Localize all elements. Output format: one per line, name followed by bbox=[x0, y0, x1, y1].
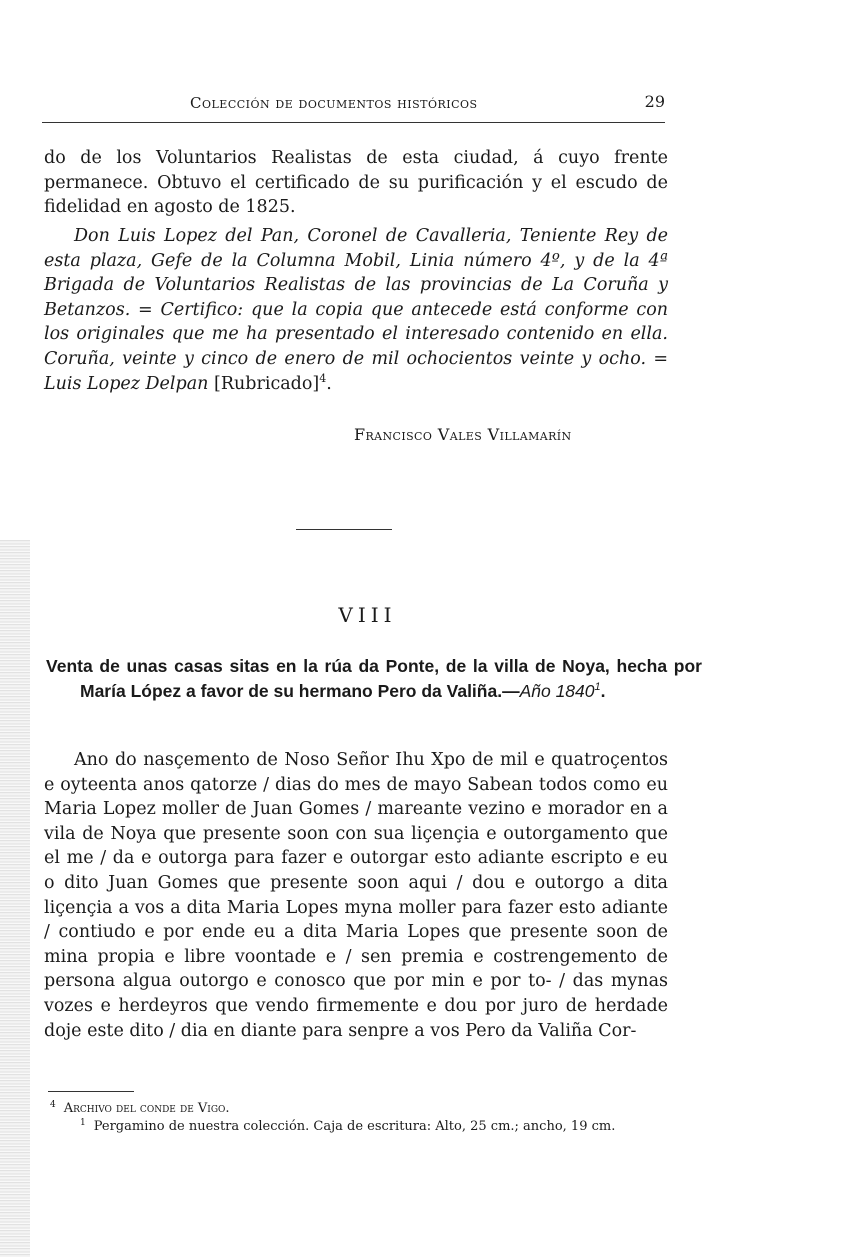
certificate-paragraph bbox=[44, 224, 668, 396]
section-divider bbox=[296, 529, 392, 530]
header-title: Colección de documentos históricos bbox=[190, 94, 478, 112]
author-signature: Francisco Vales Villamarín bbox=[354, 425, 572, 444]
footnote-rule bbox=[48, 1091, 134, 1092]
document-title bbox=[46, 654, 702, 704]
footnote-ref-1: 1 bbox=[594, 681, 601, 694]
certificate-rubric: [Rubricado] bbox=[214, 373, 320, 394]
scan-binding-shadow bbox=[0, 540, 30, 1257]
footnote-1 bbox=[44, 1117, 674, 1136]
footnote-1-mark: 1 bbox=[80, 1117, 86, 1128]
document-title-end: . bbox=[600, 681, 606, 701]
document-year: Año 1840 bbox=[519, 681, 595, 701]
certificate-end: . bbox=[326, 373, 332, 394]
page-number: 29 bbox=[644, 92, 665, 111]
footnote-4-mark: 4 bbox=[50, 1099, 56, 1110]
footnote-4 bbox=[44, 1099, 680, 1118]
footnote-4-text: Archivo del conde de Vigo. bbox=[63, 1101, 230, 1116]
running-header bbox=[42, 92, 665, 123]
opening-paragraph: do de los Voluntarios Realistas de esta ciudad, á cuyo frente permanece. Obtuvo el certificado de su purificación y el escudo de fidelidad en agosto de 1825. bbox=[44, 148, 668, 218]
transcription-paragraph: Ano do nasçemento de Noso Señor Ihu Xpo de mil e quatroçentos e oyteenta anos qatorze / dias do mes de mayo Sabean todos como eu Maria Lopez moller de Juan Gomes / mareante vezino e morador en a vila de Noya que presente soon con sua liçençia e outorgamento que el me / da e outorga para fazer e outorgar esto adiante escripto e eu o dito Juan Gomes que presente soon aqui / dou e outorgo a dita liçençia a vos a dita Maria Lopes myna moller para fazer esto adiante / contiudo e por ende eu a dita Maria Lopes que presente soon de mina propia e libre voontade e / sen premia e costrengemento de persona algua outorgo e conosco que por min e por to- / das mynas vozes e herdeyros que vendo firmemente e dou por juro de herdade doje este dito / dia en diante para senpre a vos Pero da Valiña Cor- bbox=[44, 750, 668, 1041]
document-title-text: Venta de unas casas sitas en la rúa da Ponte, de la villa de Noya, hecha por María López a favor de su hermano Pero da Valiña.— bbox=[46, 656, 702, 701]
section-number: VIII bbox=[338, 603, 397, 627]
certificate-text: Don Luis Lopez del Pan, Coronel de Cavalleria, Teniente Rey de esta plaza, Gefe de la Columna Mobil, Linia número 4º, y de la 4ª Brigada de Voluntarios Realistas de las provincias de La Coruña y Betanzos. = Certifico: que la copia que antecede está conforme con los originales que me ha presentado el interesado contenido en ella. Coruña, veinte y cinco de enero de mil ochocientos veinte y ocho. = Luis Lopez Delpan bbox=[44, 226, 668, 394]
footnote-1-text: Pergamino de nuestra colección. Caja de escritura: Alto, 25 cm.; ancho, 19 cm. bbox=[93, 1119, 616, 1134]
footnote-ref-4: 4 bbox=[319, 371, 327, 385]
